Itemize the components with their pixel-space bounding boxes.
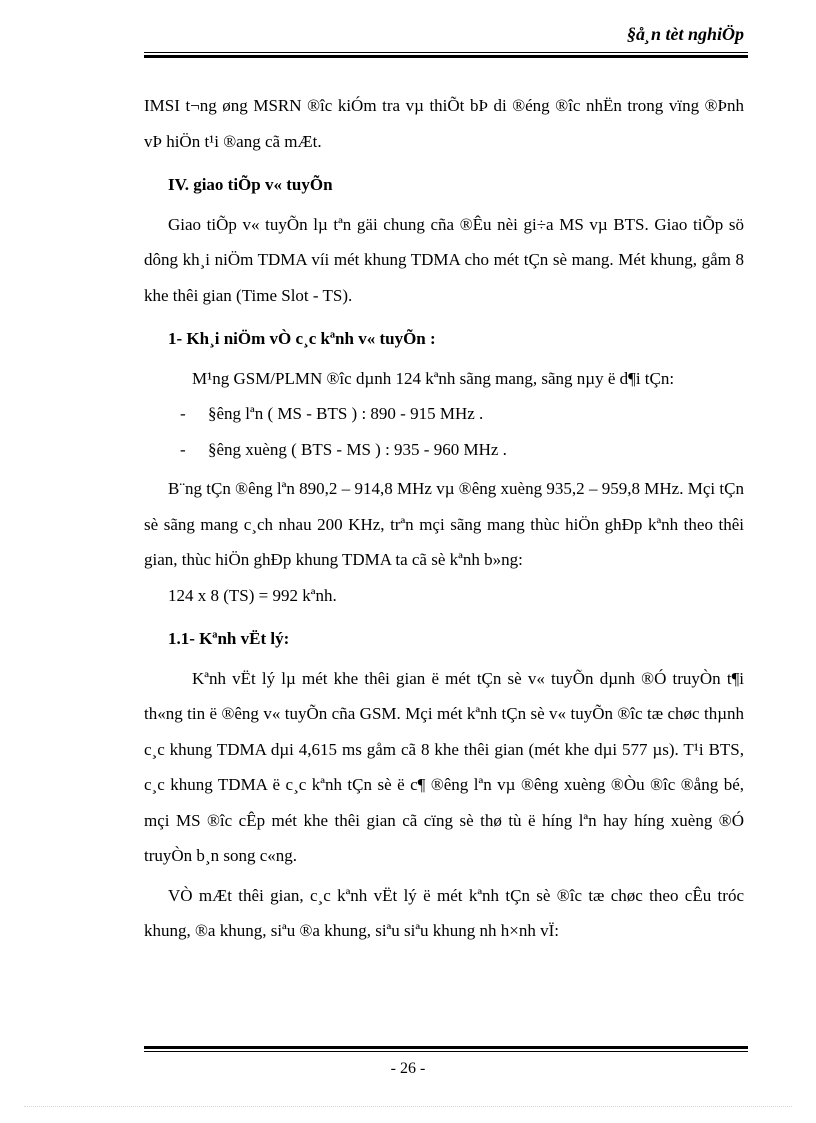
bullet-dash-icon: - — [180, 439, 186, 459]
bullet-downlink-text: §êng xuèng ( BTS - MS ) : 935 - 960 MHz . — [208, 439, 507, 459]
page-edge-divider — [24, 1106, 792, 1107]
paragraph-bandwidth — [144, 471, 744, 613]
bullet-downlink — [144, 432, 744, 468]
page-number: - 26 - — [390, 1060, 426, 1077]
bullet-uplink — [144, 396, 744, 432]
bullet-dash-icon: - — [180, 404, 186, 423]
paragraph-imsi: IMSI t¬ng øng MSRN ®îc kiÓm tra vµ thiÕt bÞ di ®éng ®îc nhËn trong vïng ®Þnh vÞ hiÖn t¹i ®ang cã mÆt. — [144, 96, 744, 151]
paragraph-bandwidth-text: B¨ng tÇn ®êng lªn 890,2 – 914,8 MHz vµ ®êng xuèng 935,2 – 959,8 MHz. Mçi tÇn sè sãng mang c¸ch nhau 200 KHz, trªn mçi sãng mang thùc hiÖn ghÐp kªnh theo thêi gian, thùc hiÖn ghÐp khung TDMA ta cã sè kªnh b»ng: — [144, 479, 744, 569]
footer-rule — [144, 1046, 748, 1052]
header-title: §å¸n tèt nghiÖp — [626, 24, 744, 44]
heading-radio-interface: IV. giao tiÕp v« tuyÕn — [168, 175, 333, 194]
bullet-uplink-text: §êng lªn ( MS - BTS ) : 890 - 915 MHz . — [208, 404, 484, 423]
paragraph-radio-interface: Giao tiÕp v« tuyÕn lµ tªn gäi chung cña ®Êu nèi gi÷a MS vµ BTS. Giao tiÕp sö dông kh¸i niÖm TDMA víi mét khung TDMA cho mét tÇn sè mang. Mét khung, gåm 8 khe thêi gian (Time Slot - TS). — [144, 214, 744, 305]
paragraph-gsm-band: M¹ng GSM/PLMN ®îc dµnh 124 kªnh sãng mang, sãng nµy ë d¶i tÇn: — [192, 368, 675, 388]
page-body — [144, 88, 744, 949]
header-rule — [144, 52, 748, 58]
paragraph-physical-channel: Kªnh vËt lý lµ mét khe thêi gian ë mét tÇn sè v« tuyÕn dµnh ®Ó truyÒn t¶i th«ng tin ë ®êng v« tuyÕn cña GSM. Mçi mét kªnh tÇn sè v« tuyÕn ®îc tæ chøc thµnh c¸c khung TDMA dµi 4,615 ms gåm cã 8 khe thêi gian (mét khe dµi 577 µs). T¹i BTS, c¸c khung TDMA ë c¸c kªnh tÇn sè ë c¶ ®êng lªn vµ ®êng xuèng ®Òu ®îc ®ång bé, mçi MS ®îc cÊp mét khe thêi gian cã cïng sè thø tù ë híng lªn hay híng xuèng ®Ó truyÒn b¸n song c«ng. — [144, 668, 744, 865]
paragraph-channel-count: 124 x 8 (TS) = 992 kªnh. — [168, 585, 337, 605]
paragraph-time-structure: VÒ mÆt thêi gian, c¸c kªnh vËt lý ë mét kªnh tÇn sè ®îc tæ chøc theo cÊu tróc khung, ®a khung, siªu ®a khung, siªu siªu khung nh h×nh vÏ: — [144, 885, 744, 940]
heading-physical-channel: 1.1- Kªnh vËt lý: — [168, 629, 290, 648]
heading-radio-channels: 1- Kh¸i niÖm vÒ c¸c kªnh v« tuyÕn : — [168, 329, 436, 348]
